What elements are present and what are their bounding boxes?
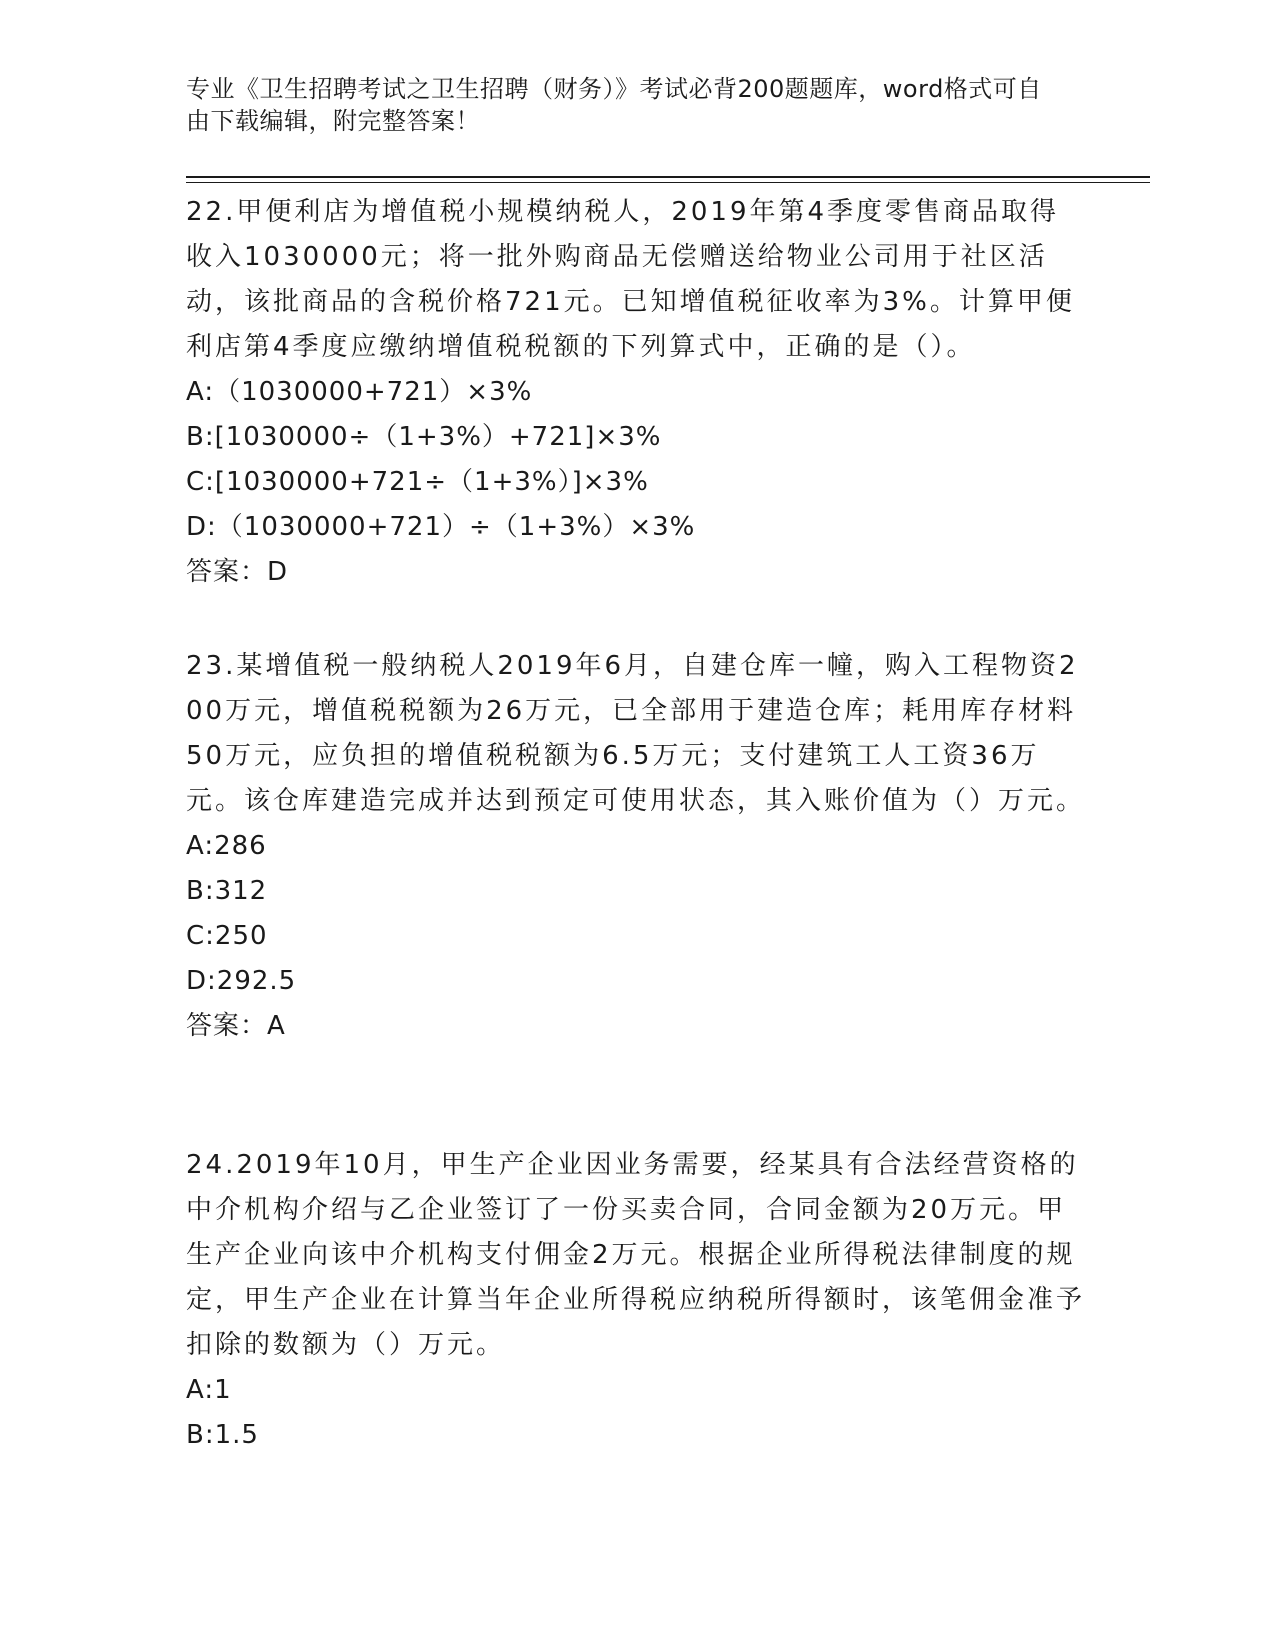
option-a: A:286: [186, 831, 267, 861]
document-header: 专业《卫生招聘考试之卫生招聘（财务）》考试必背200题题库，word格式可自由下载编辑，附完整答案！: [186, 75, 1042, 135]
question-23: [186, 644, 1086, 1049]
option-a: A:1: [186, 1375, 232, 1405]
header-divider-thin: [186, 182, 1150, 183]
question-text: 24.2019年10月，甲生产企业因业务需要，经某具有合法经营资格的中介机构介绍与乙企业签订了一份买卖合同，合同金额为20万元。甲生产企业向该中介机构支付佣金2万元。根据企业所得税法律制度的规定，甲生产企业在计算当年企业所得税应纳税所得额时，该笔佣金准予扣除的数额为（）万元。: [186, 1150, 1086, 1360]
question-text: 23.某增值税一般纳税人2019年6月，自建仓库一幢，购入工程物资200万元，增值税税额为26万元，已全部用于建造仓库；耗用库存材料50万元，应负担的增值税税额为6.5万元；支付建筑工人工资36万元。该仓库建造完成并达到预定可使用状态，其入账价值为（）万元。: [186, 651, 1086, 816]
answer-line: 答案：A: [186, 1011, 286, 1041]
answer-line: 答案：D: [186, 557, 289, 587]
option-c: C:250: [186, 921, 268, 951]
header-divider-thick: [186, 176, 1150, 178]
option-c: C:[1030000+721÷（1+3%）]×3%: [186, 467, 649, 497]
option-b: B:[1030000÷（1+3%）+721]×3%: [186, 422, 662, 452]
option-b: B:1.5: [186, 1420, 259, 1450]
option-b: B:312: [186, 876, 268, 906]
question-text: 22.甲便利店为增值税小规模纳税人，2019年第4季度零售商品取得收入1030000元；将一批外购商品无偿赠送给物业公司用于社区活动，该批商品的含税价格721元。已知增值税征收率为3%。计算甲便利店第4季度应缴纳增值税税额的下列算式中，正确的是（）。: [186, 197, 1075, 362]
question-24: [186, 1143, 1086, 1458]
question-22: [186, 190, 1086, 595]
option-d: D:292.5: [186, 966, 297, 996]
option-a: A:（1030000+721）×3%: [186, 377, 533, 407]
option-d: D:（1030000+721）÷（1+3%）×3%: [186, 512, 696, 542]
